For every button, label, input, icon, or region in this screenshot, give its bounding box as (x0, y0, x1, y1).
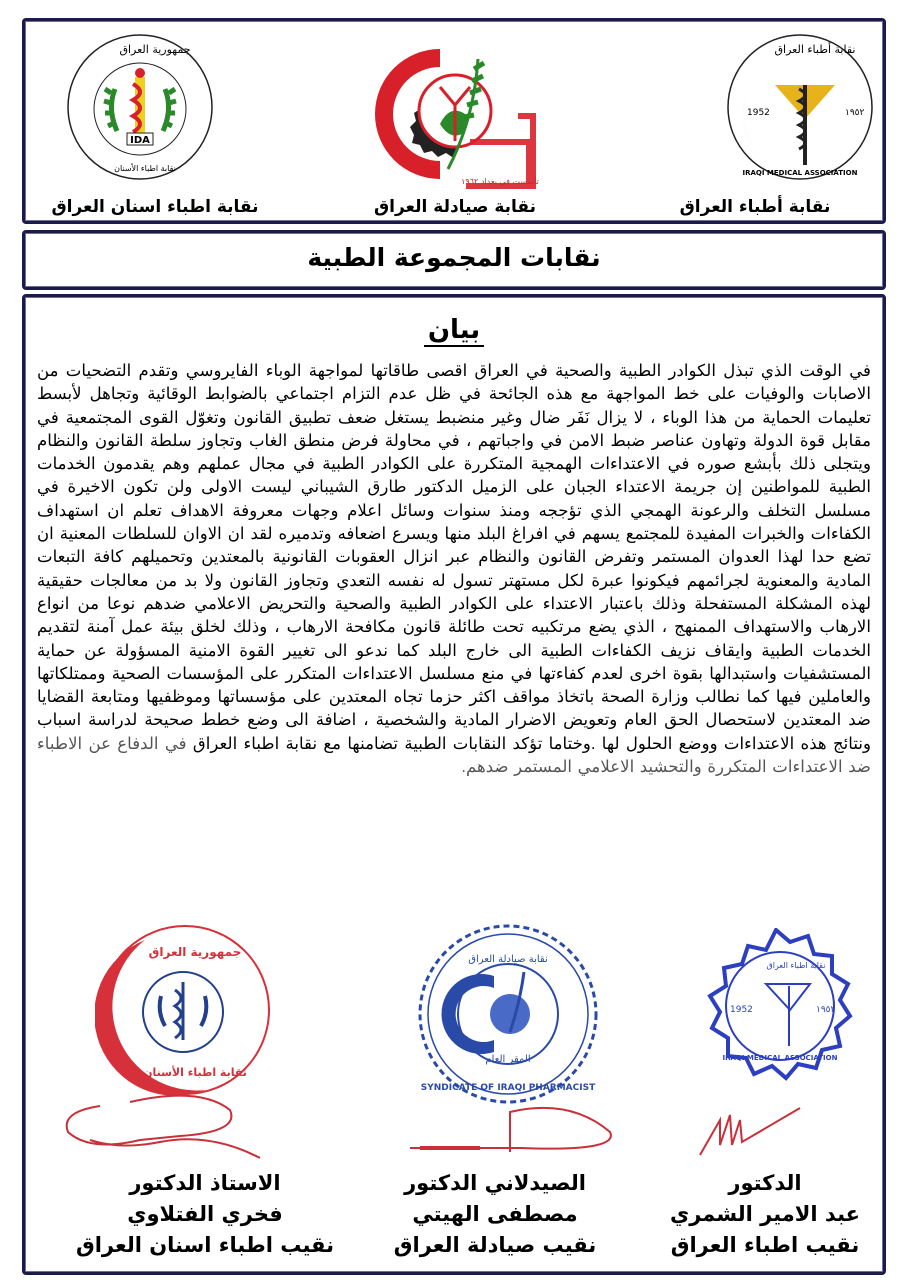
doctors-signature (690, 1100, 810, 1164)
pharmacists-syndicate-label: نقابة صيادلة العراق (373, 197, 537, 217)
svg-text:نقابة صيادلة العراق: نقابة صيادلة العراق (468, 954, 548, 965)
doctors-emblem-icon (705, 29, 885, 189)
statement-closing: في الدفاع عن الاطباء ضد الاعتداءات المتكررة والتحشيد الاعلامي المستمر ضدهم. (37, 733, 871, 777)
pharmacists-signature (400, 1102, 630, 1166)
pharmacists-syndicate-logo (360, 29, 560, 189)
pharmacists-stamp (408, 922, 608, 1116)
svg-text:المقر العام: المقر العام (485, 1054, 531, 1065)
signatory-name: فخري الفتلاوي (127, 1202, 283, 1226)
signatory-name: عبد الامير الشمري (670, 1202, 860, 1226)
signatory-role: نقيب صيادلة العراق (393, 1233, 597, 1257)
signature-scribble-icon (690, 1100, 810, 1160)
signatory-title: الدكتور (728, 1171, 802, 1195)
dentists-stamp-icon (95, 920, 275, 1100)
signatory-role: نقيب اطباء العراق (670, 1233, 860, 1257)
dentists-emblem-icon (45, 29, 225, 189)
pharmacists-stamp-icon (408, 922, 608, 1112)
dentists-syndicate-logo (45, 29, 225, 189)
doctors-syndicate-label: نقابة أطباء العراق (679, 197, 831, 217)
dentists-syndicate-label: نقابة اطباء اسنان العراق (51, 197, 259, 217)
signatory-pharmacists (360, 1168, 630, 1261)
header-logos-panel (22, 18, 886, 224)
svg-text:١٩٥٢: ١٩٥٢ (845, 108, 865, 118)
svg-text:IRAQI MEDICAL ASSOCIATION: IRAQI MEDICAL ASSOCIATION (722, 1054, 838, 1062)
svg-text:نقابة أطباء العراق: نقابة أطباء العراق (774, 43, 856, 56)
signature-scribble-icon (400, 1102, 630, 1162)
statement-body: في الوقت الذي تبذل الكوادر الطبية والصحية في العراق اقصى طاقاتها لمواجهة الوباء الفايروسي وتقدم التضحيات من الاصابات والوفيات على خط المواجهة مع هذه الجائحة في ظل عدم التزام اجتماعي بالضوابط الوقائية وتجاهل لأبسط تعليمات الحماية من هذا الوباء ، لا يزال نَفَر ضال وغير منضبط يستغل ضعف تطبيق القانون وتغوّل القوى المجتمعية في مقابل قوة الدولة وتهاون عناصر ضبط الامن في واجباتهم ، في محاولة فرض منطق الغاب وتجاوز سلطة القانون والنظام ويتجلى ذلك بأبشع صوره في الاعتداءات الهمجية المتكررة على الكوادر الطبية في مجال عملهم وهم يقدمون الخدمات الطبية للمواطنين إن جريمة الاعتداء الجبان على الزميل الدكتور طارق الشيباني ليست الاولى ولن تكون الاخيرة في مسلسل التخلف والرعونة الهمجي الذي تؤججه ومنذ سنوات وسائل اعلام وجهات معروفة الاهداف تعلم ان استهداف الكفاءات والخبرات المفيدة للمجتمع يسهم في افراغ البلد منها ويسرع اضعافه وتدميره لقد ان الاوان للسلطات المعنية ان تضع حدا لهذا العدوان المستمر وتفرض القانون والنظام عبر انزال العقوبات القانونية بالمعتدين وتحميلهم كافة التبعات المادية والمعنوية لجرائمهم فيكونوا عبرة لكل مستهتر تسول له نفسه التعدي وتجاوز القانون ولا بد من معالجات حقيقية لهذه المشكلة المستفحلة وذلك باعتبار الاعتداء على الكوادر الطبية والصحية والتحريض الاعلامي ضدهم نوعا من انواع الارهاب والاستهداف الممنهج ، الذي يضع مرتكبيه تحت طائلة قانون مكافحة الارهاب ، وذلك لخلق بيئة عمل آمنة لتقديم الخدمات الطبية وايقاف نزيف الكفاءات الطبية الى خارج البلد كما ندعو الى تغيير القوة الامنية المسؤولة عن حماية المستشفيات واستبدالها بقوة اخرى لعدم كفاءتها في منع مسلسل الاعتداءات المتكرر على المؤسسات الصحية وممتلكاتها والعاملين فيها كما نطالب وزارة الصحة باتخاذ مواقف اكثر حزما تجاه المعتدين على مؤسساتها وموظفيها ومتابعة القضايا ضد المعتدين لاستحصال الحق العام وتعويض الاضرار المادية والشخصية ، اضافة الى وضع خطط صحيحة لدراسة اسباب ونتائج هذه الاعتداءات ووضع الحلول لها .وختاما تؤكد النقابات الطبية تضامنها مع نقابة اطباء العراق في الدفاع عن الاطباء ضد الاعتداءات المتكررة والتحشيد الاعلامي المستمر ضدهم. (37, 361, 871, 777)
doctors-stamp-icon (686, 928, 866, 1093)
title-panel (22, 230, 886, 290)
svg-text:جمهورية العراق: جمهورية العراق (148, 945, 242, 959)
svg-text:١٩٥٢: ١٩٥٢ (816, 1005, 836, 1015)
signatory-doctors (630, 1168, 900, 1261)
svg-text:نقابة اطباء الأسنان: نقابة اطباء الأسنان (143, 1066, 247, 1079)
statement-heading: بيان (25, 315, 883, 345)
signatory-name: مصطفى الهيتي (412, 1202, 578, 1226)
svg-text:SYNDICATE OF IRAQI PHARMACIST: SYNDICATE OF IRAQI PHARMACIST (420, 1083, 596, 1093)
signatory-role: نقيب اطباء اسنان العراق (75, 1233, 335, 1257)
svg-text:نقابة اطباء الأسنان: نقابة اطباء الأسنان (114, 164, 176, 173)
signatory-dentists (70, 1168, 340, 1261)
signatory-title: الصيدلاني الدكتور (404, 1171, 586, 1195)
dentists-stamp (95, 920, 275, 1104)
doctors-syndicate-logo (705, 29, 885, 189)
signatory-title: الاستاذ الدكتور (129, 1171, 281, 1195)
pharmacists-emblem-icon (360, 29, 560, 194)
svg-text:1952: 1952 (747, 108, 770, 118)
svg-text:1952: 1952 (730, 1005, 753, 1015)
doctors-stamp (686, 928, 866, 1097)
signature-scribble-icon (60, 1092, 280, 1162)
svg-text:IDA: IDA (130, 135, 150, 146)
svg-text:تأسست في بغداد ١٩٦٢: تأسست في بغداد ١٩٦٢ (461, 177, 539, 186)
page-title: نقابات المجموعة الطبية (307, 243, 601, 272)
dentists-signature (60, 1092, 280, 1166)
svg-text:نقابة اطباء العراق: نقابة اطباء العراق (766, 961, 826, 970)
svg-text:IRAQI MEDICAL ASSOCIATION: IRAQI MEDICAL ASSOCIATION (742, 169, 858, 177)
svg-text:جمهورية العراق: جمهورية العراق (119, 43, 191, 56)
